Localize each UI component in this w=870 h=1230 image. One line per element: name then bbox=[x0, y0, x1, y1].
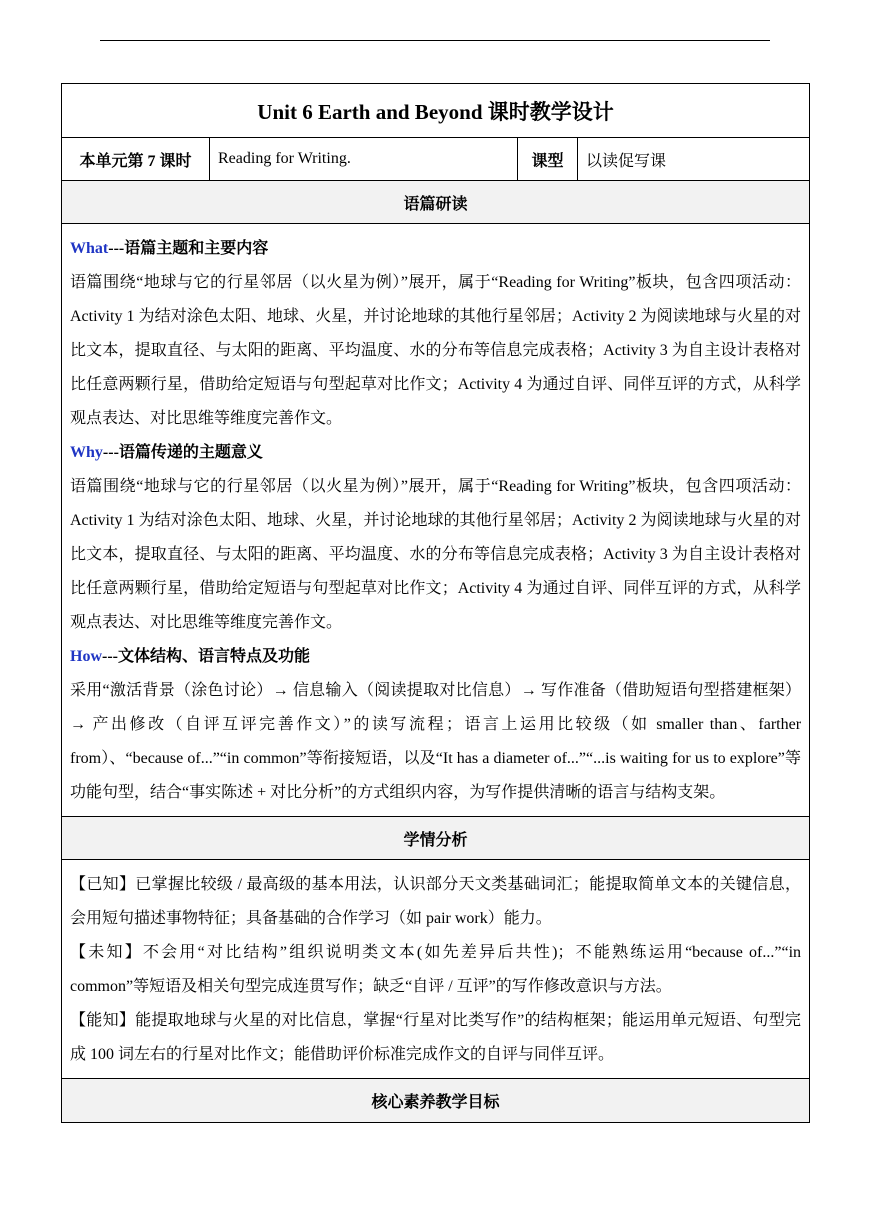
section-heading-goals: 核心素养教学目标 bbox=[62, 1079, 810, 1123]
how-heading bbox=[70, 640, 801, 674]
how-heading-text: ---文体结构、语言特点及功能 bbox=[102, 648, 310, 665]
why-heading bbox=[70, 436, 801, 470]
document-title: Unit 6 Earth and Beyond 课时教学设计 bbox=[62, 84, 810, 138]
why-keyword: Why bbox=[70, 444, 103, 461]
lesson-type-value: 以读促写课 bbox=[578, 138, 810, 181]
lesson-number-label: 本单元第 7 课时 bbox=[62, 138, 210, 181]
text-study-content bbox=[62, 224, 810, 817]
learner-analysis-content bbox=[62, 860, 810, 1079]
able-paragraph: 【能知】能提取地球与火星的对比信息，掌握“行星对比类写作”的结构框架；能运用单元短语、句型完成 100 词左右的行星对比作文；能借助评价标准完成作文的自评与同伴互评。 bbox=[70, 1012, 802, 1063]
how-keyword: How bbox=[70, 648, 102, 665]
section-heading-text-study: 语篇研读 bbox=[62, 181, 810, 224]
why-paragraph: 语篇围绕“地球与它的行星邻居（以火星为例）”展开，属于“Reading for Writing”板块，包含四项活动：Activity 1 为结对涂色太阳、地球、火星，并讨论地球的其他行星邻居；Activity 2 为阅读地球与火星的对比文本，提取直径、与太阳的距离、平均温度、水的分布等信息完成表格；Activity 3 为自主设计表格对比任意两颗行星，借助给定短语与句型起草对比作文；Activity 4 为通过自评、同伴互评的方式，从科学观点表达、对比思维等维度完善作文。 bbox=[70, 478, 802, 631]
why-heading-text: ---语篇传递的主题意义 bbox=[102, 444, 263, 461]
what-paragraph: 语篇围绕“地球与它的行星邻居（以火星为例）”展开，属于“Reading for Writing”板块，包含四项活动：Activity 1 为结对涂色太阳、地球、火星，并讨论地球的其他行星邻居；Activity 2 为阅读地球与火星的对比文本，提取直径、与太阳的距离、平均温度、水的分布等信息完成表格；Activity 3 为自主设计表格对比任意两颗行星，借助给定短语与句型起草对比作文；Activity 4 为通过自评、同伴互评的方式，从科学观点表达、对比思维等维度完善作文。 bbox=[70, 274, 802, 427]
header-rule bbox=[100, 40, 770, 41]
lesson-name-value: Reading for Writing. bbox=[210, 138, 518, 181]
unknown-paragraph: 【未知】不会用“对比结构”组织说明类文本(如先差异后共性)；不能熟练运用“because of...”“in common”等短语及相关句型完成连贯写作；缺乏“自评 / 互评”的写作修改意识与方法。 bbox=[70, 944, 802, 995]
how-paragraph: 采用“激活背景（涂色讨论）→ 信息输入（阅读提取对比信息）→ 写作准备（借助短语句型搭建框架）→ 产出修改（自评互评完善作文）”的读写流程；语言上运用比较级（如 smaller than、farther from）、“because of...”“in common”等衔接短语，以及“It has a diameter of...”“...is waiting for us to explore”等功能句型，结合“事实陈述 + 对比分析”的方式组织内容，为写作提供清晰的语言与结构支架。 bbox=[70, 682, 802, 801]
what-heading bbox=[70, 232, 801, 266]
known-paragraph: 【已知】已掌握比较级 / 最高级的基本用法，认识部分天文类基础词汇；能提取简单文本的关键信息，会用短句描述事物特征；具备基础的合作学习（如 pair work）能力。 bbox=[70, 876, 802, 927]
lesson-type-label: 课型 bbox=[518, 138, 578, 181]
section-heading-learner-analysis: 学情分析 bbox=[62, 817, 810, 860]
what-heading-text: ---语篇主题和主要内容 bbox=[108, 240, 269, 257]
lesson-design-table bbox=[61, 83, 810, 1123]
what-keyword: What bbox=[70, 240, 109, 257]
